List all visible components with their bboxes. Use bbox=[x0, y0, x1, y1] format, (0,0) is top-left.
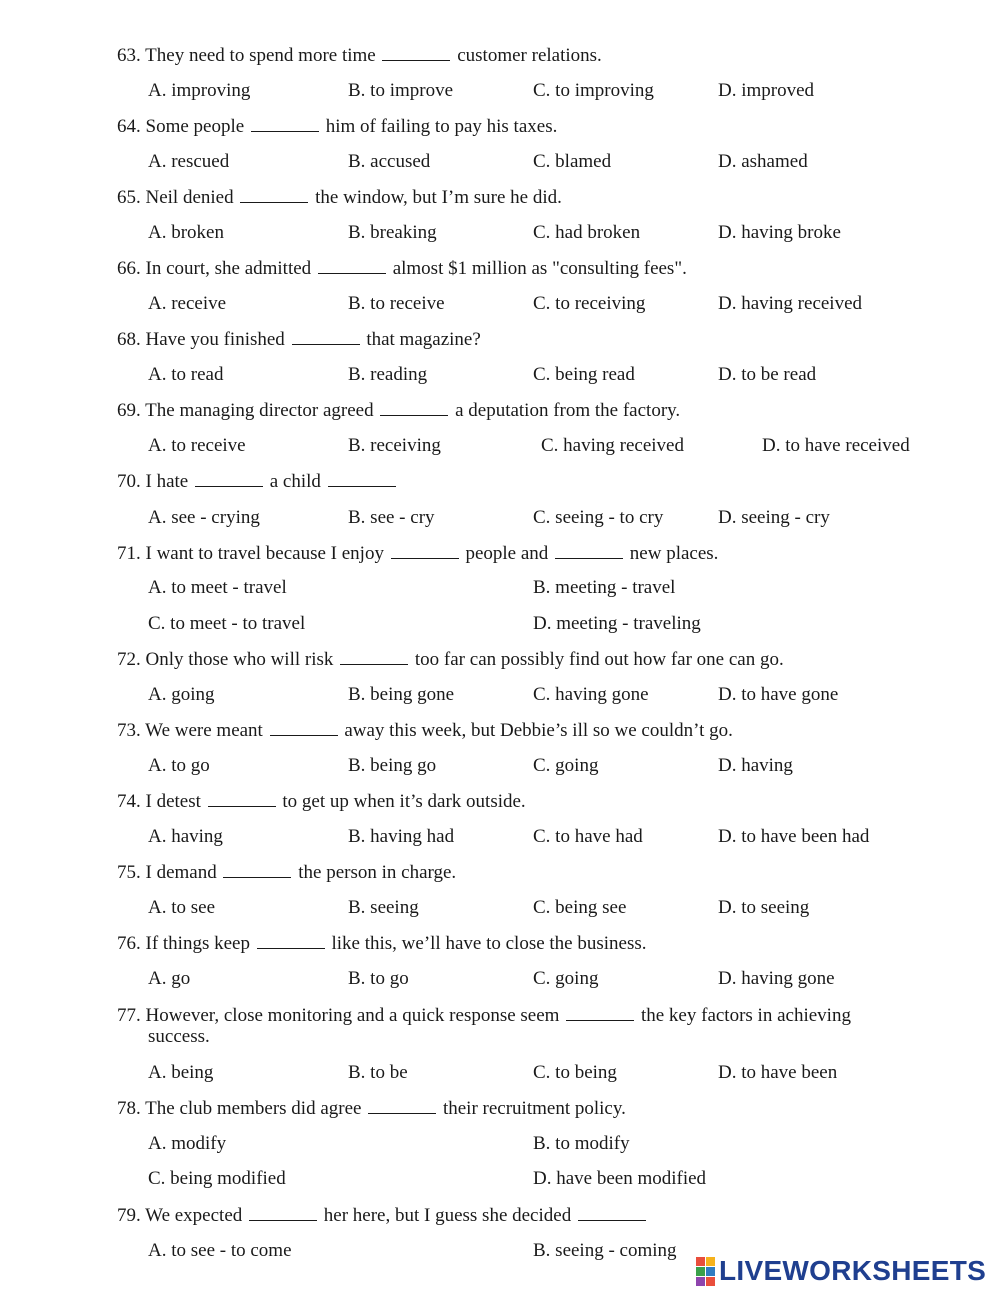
answer-blank[interactable] bbox=[382, 44, 450, 61]
question-text: 65. Neil denied bbox=[117, 187, 239, 208]
question-text: like this, we’ll have to close the business. bbox=[326, 933, 647, 954]
answer-option[interactable]: B. having had bbox=[348, 826, 455, 847]
question-text: the person in charge. bbox=[293, 862, 457, 883]
answer-blank[interactable] bbox=[257, 932, 325, 949]
answer-option[interactable]: A. improving bbox=[148, 80, 251, 101]
answer-option[interactable]: B. being gone bbox=[348, 684, 455, 705]
answer-option[interactable]: A. broken bbox=[148, 222, 224, 243]
question-stem bbox=[117, 328, 481, 351]
question-stem bbox=[117, 861, 456, 884]
question-stem bbox=[117, 470, 398, 493]
answer-option[interactable]: B. breaking bbox=[348, 222, 437, 243]
question-text: 76. If things keep bbox=[117, 933, 255, 954]
answer-option[interactable]: C. having received bbox=[541, 435, 684, 456]
answer-blank[interactable] bbox=[251, 115, 319, 132]
answer-blank[interactable] bbox=[566, 1004, 634, 1021]
answer-option[interactable]: A. modify bbox=[148, 1133, 227, 1154]
logo-text: LIVEWORKSHEETS bbox=[719, 1255, 987, 1286]
answer-option[interactable]: A. go bbox=[148, 968, 191, 989]
question-text: a deputation from the factory. bbox=[450, 400, 681, 421]
question-text: new places. bbox=[625, 543, 719, 564]
question-text: 79. We expected bbox=[117, 1205, 248, 1226]
question-text: the key factors in achieving bbox=[636, 1005, 851, 1026]
answer-option[interactable]: D. to have gone bbox=[718, 684, 839, 705]
answer-option[interactable]: D. having gone bbox=[718, 968, 835, 989]
question-stem bbox=[117, 186, 562, 209]
answer-option[interactable]: C. to improving bbox=[533, 80, 654, 101]
answer-option[interactable]: C. going bbox=[533, 755, 599, 776]
answer-option[interactable]: A. to receive bbox=[148, 435, 246, 456]
logo-mark-square bbox=[696, 1267, 705, 1276]
answer-option[interactable]: C. to have had bbox=[533, 826, 643, 847]
answer-option[interactable]: D. have been modified bbox=[533, 1168, 707, 1189]
answer-blank[interactable] bbox=[292, 328, 360, 345]
answer-option[interactable]: D. having broke bbox=[718, 222, 841, 243]
answer-option[interactable]: C. being modified bbox=[148, 1168, 286, 1189]
answer-option[interactable]: A. to see - to come bbox=[148, 1240, 292, 1261]
liveworksheets-logo-icon bbox=[696, 1257, 715, 1286]
question-stem bbox=[117, 790, 526, 813]
answer-option[interactable]: B. being go bbox=[348, 755, 437, 776]
question-text: 74. I detest bbox=[117, 791, 206, 812]
question-text: too far can possibly find out how far one can go. bbox=[410, 649, 784, 670]
question-text: 68. Have you finished bbox=[117, 329, 290, 350]
answer-option[interactable]: D. to be read bbox=[718, 364, 817, 385]
question-text: their recruitment policy. bbox=[438, 1098, 626, 1119]
answer-option[interactable]: A. see - crying bbox=[148, 507, 260, 528]
question-text: 63. They need to spend more time bbox=[117, 45, 381, 66]
answer-option[interactable]: B. seeing - coming bbox=[533, 1240, 677, 1261]
logo-mark-square bbox=[706, 1267, 715, 1276]
question-text: 66. In court, she admitted bbox=[117, 258, 316, 279]
answer-option[interactable]: B. to be bbox=[348, 1062, 408, 1083]
answer-blank[interactable] bbox=[328, 470, 396, 487]
answer-option[interactable]: A. to meet - travel bbox=[148, 577, 287, 598]
answer-option[interactable]: D. improved bbox=[718, 80, 815, 101]
answer-option[interactable]: A. going bbox=[148, 684, 215, 705]
question-text: customer relations. bbox=[452, 45, 602, 66]
question-text: 64. Some people bbox=[117, 116, 249, 137]
answer-option[interactable]: B. seeing bbox=[348, 897, 419, 918]
question-text: 71. I want to travel because I enjoy bbox=[117, 543, 389, 564]
question-text: 73. We were meant bbox=[117, 720, 268, 741]
answer-option[interactable]: A. rescued bbox=[148, 151, 230, 172]
answer-option[interactable]: A. receive bbox=[148, 293, 227, 314]
answer-blank[interactable] bbox=[270, 719, 338, 736]
answer-option[interactable]: C. being read bbox=[533, 364, 635, 385]
question-text: that magazine? bbox=[361, 329, 481, 350]
question-stem bbox=[117, 648, 784, 671]
answer-option[interactable]: C. going bbox=[533, 968, 599, 989]
answer-option[interactable]: A. having bbox=[148, 826, 223, 847]
answer-blank[interactable] bbox=[318, 257, 386, 274]
question-text: 69. The managing director agreed bbox=[117, 400, 379, 421]
answer-blank[interactable] bbox=[195, 470, 263, 487]
question-stem bbox=[117, 257, 687, 280]
answer-blank[interactable] bbox=[391, 542, 459, 559]
question-text-continued: success. bbox=[148, 1026, 210, 1047]
question-stem bbox=[117, 399, 680, 422]
question-text: 72. Only those who will risk bbox=[117, 649, 339, 670]
question-text: a child bbox=[264, 471, 326, 492]
answer-blank[interactable] bbox=[368, 1097, 436, 1114]
answer-blank[interactable] bbox=[208, 790, 276, 807]
question-text: 70. I hate bbox=[117, 471, 193, 492]
answer-option[interactable]: A. being bbox=[148, 1062, 214, 1083]
question-text: 77. However, close monitoring and a quick response seem bbox=[117, 1005, 565, 1026]
answer-blank[interactable] bbox=[340, 648, 408, 665]
question-stem bbox=[117, 719, 733, 742]
question-text: almost $1 million as "consulting fees". bbox=[387, 258, 687, 279]
answer-option[interactable]: C. blamed bbox=[533, 151, 612, 172]
answer-blank[interactable] bbox=[555, 542, 623, 559]
answer-option[interactable]: D. to have been had bbox=[718, 826, 870, 847]
answer-option[interactable]: B. accused bbox=[348, 151, 431, 172]
question-stem bbox=[117, 542, 718, 565]
question-text: away this week, but Debbie’s ill so we couldn’t go. bbox=[339, 720, 733, 741]
question-text: people and bbox=[460, 543, 554, 564]
question-stem bbox=[117, 932, 647, 955]
answer-option[interactable]: C. having gone bbox=[533, 684, 649, 705]
answer-blank[interactable] bbox=[249, 1204, 317, 1221]
logo-mark-square bbox=[706, 1257, 715, 1266]
question-stem bbox=[117, 1097, 626, 1120]
question-stem bbox=[117, 1004, 851, 1027]
answer-option[interactable]: C. to being bbox=[533, 1062, 617, 1083]
answer-option[interactable]: C. seeing - to cry bbox=[533, 507, 664, 528]
answer-option[interactable]: C. to meet - to travel bbox=[148, 613, 306, 634]
question-stem bbox=[117, 115, 557, 138]
answer-option[interactable]: B. to go bbox=[348, 968, 409, 989]
answer-option[interactable]: A. to go bbox=[148, 755, 210, 776]
answer-option[interactable]: D. ashamed bbox=[718, 151, 808, 172]
answer-option[interactable]: B. see - cry bbox=[348, 507, 435, 528]
answer-option[interactable]: D. seeing - cry bbox=[718, 507, 830, 528]
answer-option[interactable]: B. reading bbox=[348, 364, 428, 385]
answer-blank[interactable] bbox=[240, 186, 308, 203]
question-text: the window, but I’m sure he did. bbox=[310, 187, 562, 208]
question-text: to get up when it’s dark outside. bbox=[277, 791, 526, 812]
answer-option[interactable]: D. having received bbox=[718, 293, 863, 314]
answer-option[interactable]: D. to seeing bbox=[718, 897, 810, 918]
answer-option[interactable]: C. being see bbox=[533, 897, 627, 918]
logo-mark-square bbox=[696, 1257, 705, 1266]
liveworksheets-logo bbox=[696, 1256, 986, 1286]
answer-option[interactable]: C. to receiving bbox=[533, 293, 646, 314]
answer-option[interactable]: B. meeting - travel bbox=[533, 577, 676, 598]
question-text: him of failing to pay his taxes. bbox=[320, 116, 558, 137]
logo-mark-square bbox=[706, 1277, 715, 1286]
answer-option[interactable]: B. to receive bbox=[348, 293, 445, 314]
answer-option[interactable]: B. to modify bbox=[533, 1133, 630, 1154]
answer-blank[interactable] bbox=[578, 1204, 646, 1221]
answer-option[interactable]: A. to read bbox=[148, 364, 224, 385]
answer-option[interactable]: D. to have received bbox=[762, 435, 910, 456]
answer-option[interactable]: D. having bbox=[718, 755, 793, 776]
answer-option[interactable]: D. to have been bbox=[718, 1062, 838, 1083]
answer-option[interactable]: B. receiving bbox=[348, 435, 441, 456]
question-text: 78. The club members did agree bbox=[117, 1098, 367, 1119]
question-text: her here, but I guess she decided bbox=[319, 1205, 576, 1226]
question-stem bbox=[117, 1204, 648, 1227]
answer-option[interactable]: D. meeting - traveling bbox=[533, 613, 701, 634]
answer-option[interactable]: A. to see bbox=[148, 897, 216, 918]
logo-mark-square bbox=[696, 1277, 705, 1286]
answer-blank[interactable] bbox=[380, 399, 448, 416]
answer-blank[interactable] bbox=[223, 861, 291, 878]
answer-option[interactable]: B. to improve bbox=[348, 80, 454, 101]
question-stem bbox=[117, 44, 602, 67]
answer-option[interactable]: C. had broken bbox=[533, 222, 641, 243]
question-text: 75. I demand bbox=[117, 862, 222, 883]
